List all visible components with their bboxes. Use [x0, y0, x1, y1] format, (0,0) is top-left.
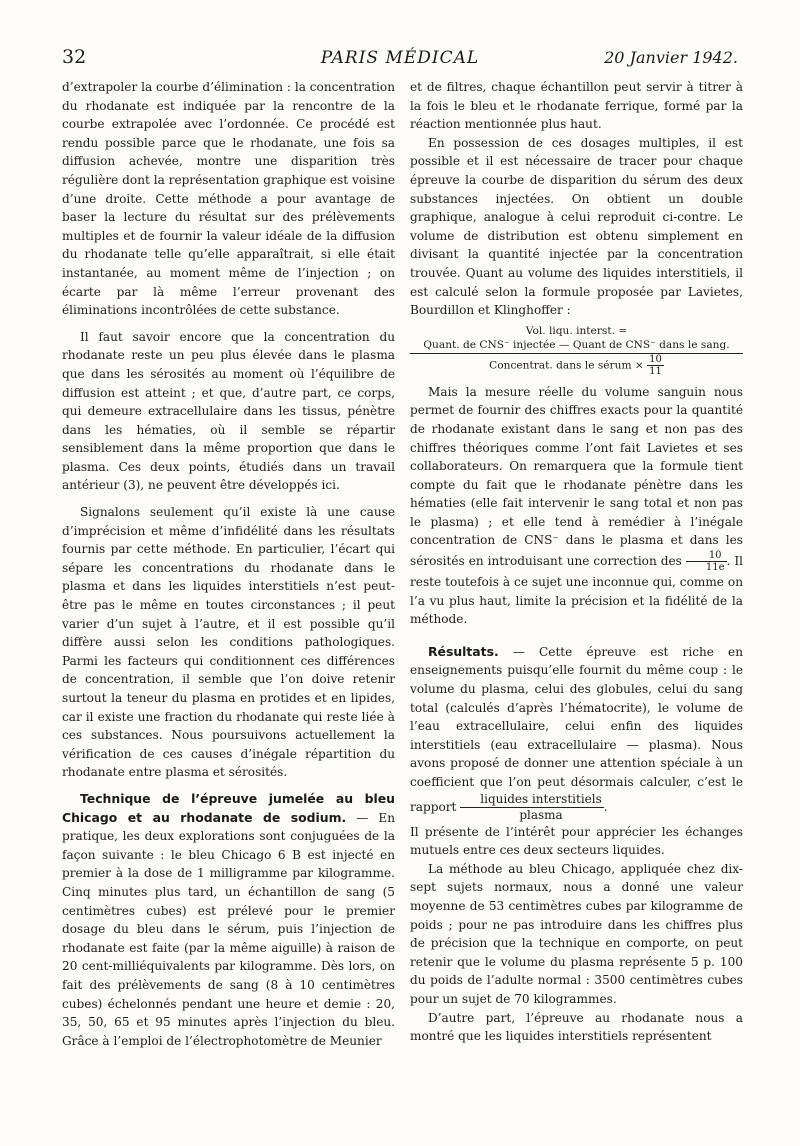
- paragraph: Mais la mesure réelle du volume sanguin nous permet de fournir des chiffres exacts pour la quantité de rhodanate existant dans le sang et non pas des chiffres théoriques comme l’ont fait Lavietes et ses collaborateurs. On remarquera que la formule tient compte du fait que le rhodanate pénètre dans les hématies (elle fait intervenir le sang total et non pas le plasma) ; et elle tend à remédier à l’inégale concentration de CNS⁻ dans le plasma et dans les sérosités en introduisant une correction des $\frac{10}{11e}$ . Il reste toutefois à ce sujet une inconnue qui, comme on l’a vu plus haut, limite la précision et la fidélité de la méthode.: [410, 384, 743, 627]
- paragraph: et de filtres, chaque échantillon peut servir à titrer à la fois le bleu et le rhodanate ferrique, formé par la réaction mentionnée plus haut.: [410, 80, 743, 132]
- paragraph: d’extrapoler la courbe d’élimination : la concentration du rhodanate est indiquée par la rencontre de la courbe extrapolée avec l’ordonnée. Ce procédé est rendu possible parce que le rhodanate, une fois sa diffusion achevée, montre une disparition très régulière dont la représentation graphique est voisine d’une droite. Cette méthode a pour avantage de baser la lecture du résultat sur des prélèvements multiples et de fournir la valeur idéale de la diffusion du rhodanate telle qu’elle apparaîtrait, si elle était instantanée, au moment même de l’injection ; on écarte par là même l’erreur provenant des éliminations incontrôlées de cette substance.: [62, 80, 395, 318]
- formula-numerator: Quant. de CNS⁻ injectée — Quant de CNS⁻ dans le sang.: [410, 338, 743, 354]
- paragraph-text: — En pratique, les deux explorations sont conjuguées de la façon suivante : le bleu Chicago 6 B est injecté en premier à la dose de 1 milligramme par kilogramme. Cinq minutes plus tard, un échantillon de sang (5 centimètres cubes) est prélevé pour le premier dosage du bleu dans le sérum, puis l’injection de rhodanate est faite (par la même aiguille) à raison de 20 cent-milliéquivalents par kilogramme. Dès lors, on fait des prélèvements de sang (8 à 10 centimètres cubes) échelonnés pendant une heure et demie : 20, 35, 50, 65 et 95 minutes après l’injection du bleu. Grâce à l’emploi de l’électrophotomètre de Meunier: [62, 810, 395, 1048]
- paragraph: Résultats. — Cette épreuve est riche en enseignements puisqu’elle fournit du même coup : le volume du plasma, celui des globules, celui du sang total (calculés d’après l’hématocrite), le volume de l’eau extracellulaire, celui enfin des liquides interstitiels (eau extracellulaire — plasma). Nous avons proposé de donner une attention spéciale à un coefficient que l’on peut désormais calculer, c’est le rapport liquides interstitiels plasma .: [410, 643, 743, 822]
- paragraph: [62, 790, 395, 1050]
- paragraph: En possession de ces dosages multiples, il est possible et il est nécessaire de tracer pour chaque épreuve la courbe de disparition du sérum des deux substances injectées. On obtient un double graphique, analogue à celui reproduit ci-contre. Le volume de distribution est obtenu simplement en divisant la quantité injectée par la concentration trouvée. Quant au volume des liquides interstitiels, il est calculé selon la formule proposée par Lavietes, Bourdillon et Klinghoffer :: [410, 135, 743, 318]
- page-number: 32: [62, 46, 87, 68]
- section-heading: Résultats.: [428, 643, 499, 659]
- journal-title: PARIS MÉDICAL: [320, 48, 480, 68]
- formula-denominator: Concentrat. dans le sérum × $\frac{10}{11}$: [489, 353, 662, 377]
- page-header: [62, 46, 738, 78]
- fraction: $\frac{10}{11e}$: [686, 550, 727, 573]
- paragraph: Il faut savoir encore que la concentration du rhodanate reste un peu plus élevée dans le plasma que dans les sérosités au moment où l’équilibre de diffusion est atteint ; et que, d’autre part, ce corps, qui demeure extracellulaire dans les tissus, pénètre dans les hématies, où il semble se répartir sensiblement dans la même proportion que dans le plasma. Ces deux points, étudiés dans un travail antérieur (3), ne peuvent être développés ici.: [62, 329, 395, 493]
- formula-lhs: Vol. liqu. interst. =: [525, 324, 628, 337]
- paragraph: La méthode au bleu Chicago, appliquée chez dix-sept sujets normaux, nous a donné une valeur moyenne de 53 centimètres cubes par kilogramme de poids ; pour ne pas introduire dans les chiffres plus de précision que la technique en comporte, on peut retenir que le volume du plasma représente 5 p. 100 du poids de l’adulte normal : 3500 centimètres cubes pour un sujet de 70 kilogrammes.: [410, 861, 743, 1006]
- paragraph: D’autre part, l’épreuve au rhodanate nous a montré que les liquides interstitiels représentent: [410, 1010, 743, 1044]
- right-column: [410, 78, 743, 1046]
- ratio-fraction: liquides interstitiels plasma: [460, 792, 603, 823]
- fraction: $\frac{10}{11}$: [649, 353, 662, 377]
- paragraph: Il présente de l’intérêt pour apprécier les échanges mutuels entre ces deux secteurs liquides.: [410, 824, 743, 858]
- issue-date: 20 Janvier 1942.: [604, 48, 738, 67]
- left-column: [62, 78, 395, 1050]
- formula: [410, 324, 743, 377]
- section-heading: Technique de l’épreuve jumelée au bleu Chicago et au rhodanate de sodium.: [62, 790, 395, 825]
- paragraph: Signalons seulement qu’il existe là une cause d’imprécision et même d’infidélité dans les résultats fournis par cette méthode. En particulier, l’écart qui sépare les concentrations du rhodanate dans le plasma et dans les liquides interstitiels n’est peut-être pas le même en toutes circonstances ; il peut varier d’un sujet à l’autre, et il est possible qu’il diffère aussi selon les conditions pathologiques. Parmi les facteurs qui conditionnent ces différences de concentration, il semble que l’on doive retenir surtout la teneur du plasma en protides et en lipides, car il existe une fraction du rhodanate qui reste liée à ces substances. Nous poursuivons actuellement la vérification de ces causes d’inégale répartition du rhodanate entre plasma et sérosités.: [62, 505, 395, 780]
